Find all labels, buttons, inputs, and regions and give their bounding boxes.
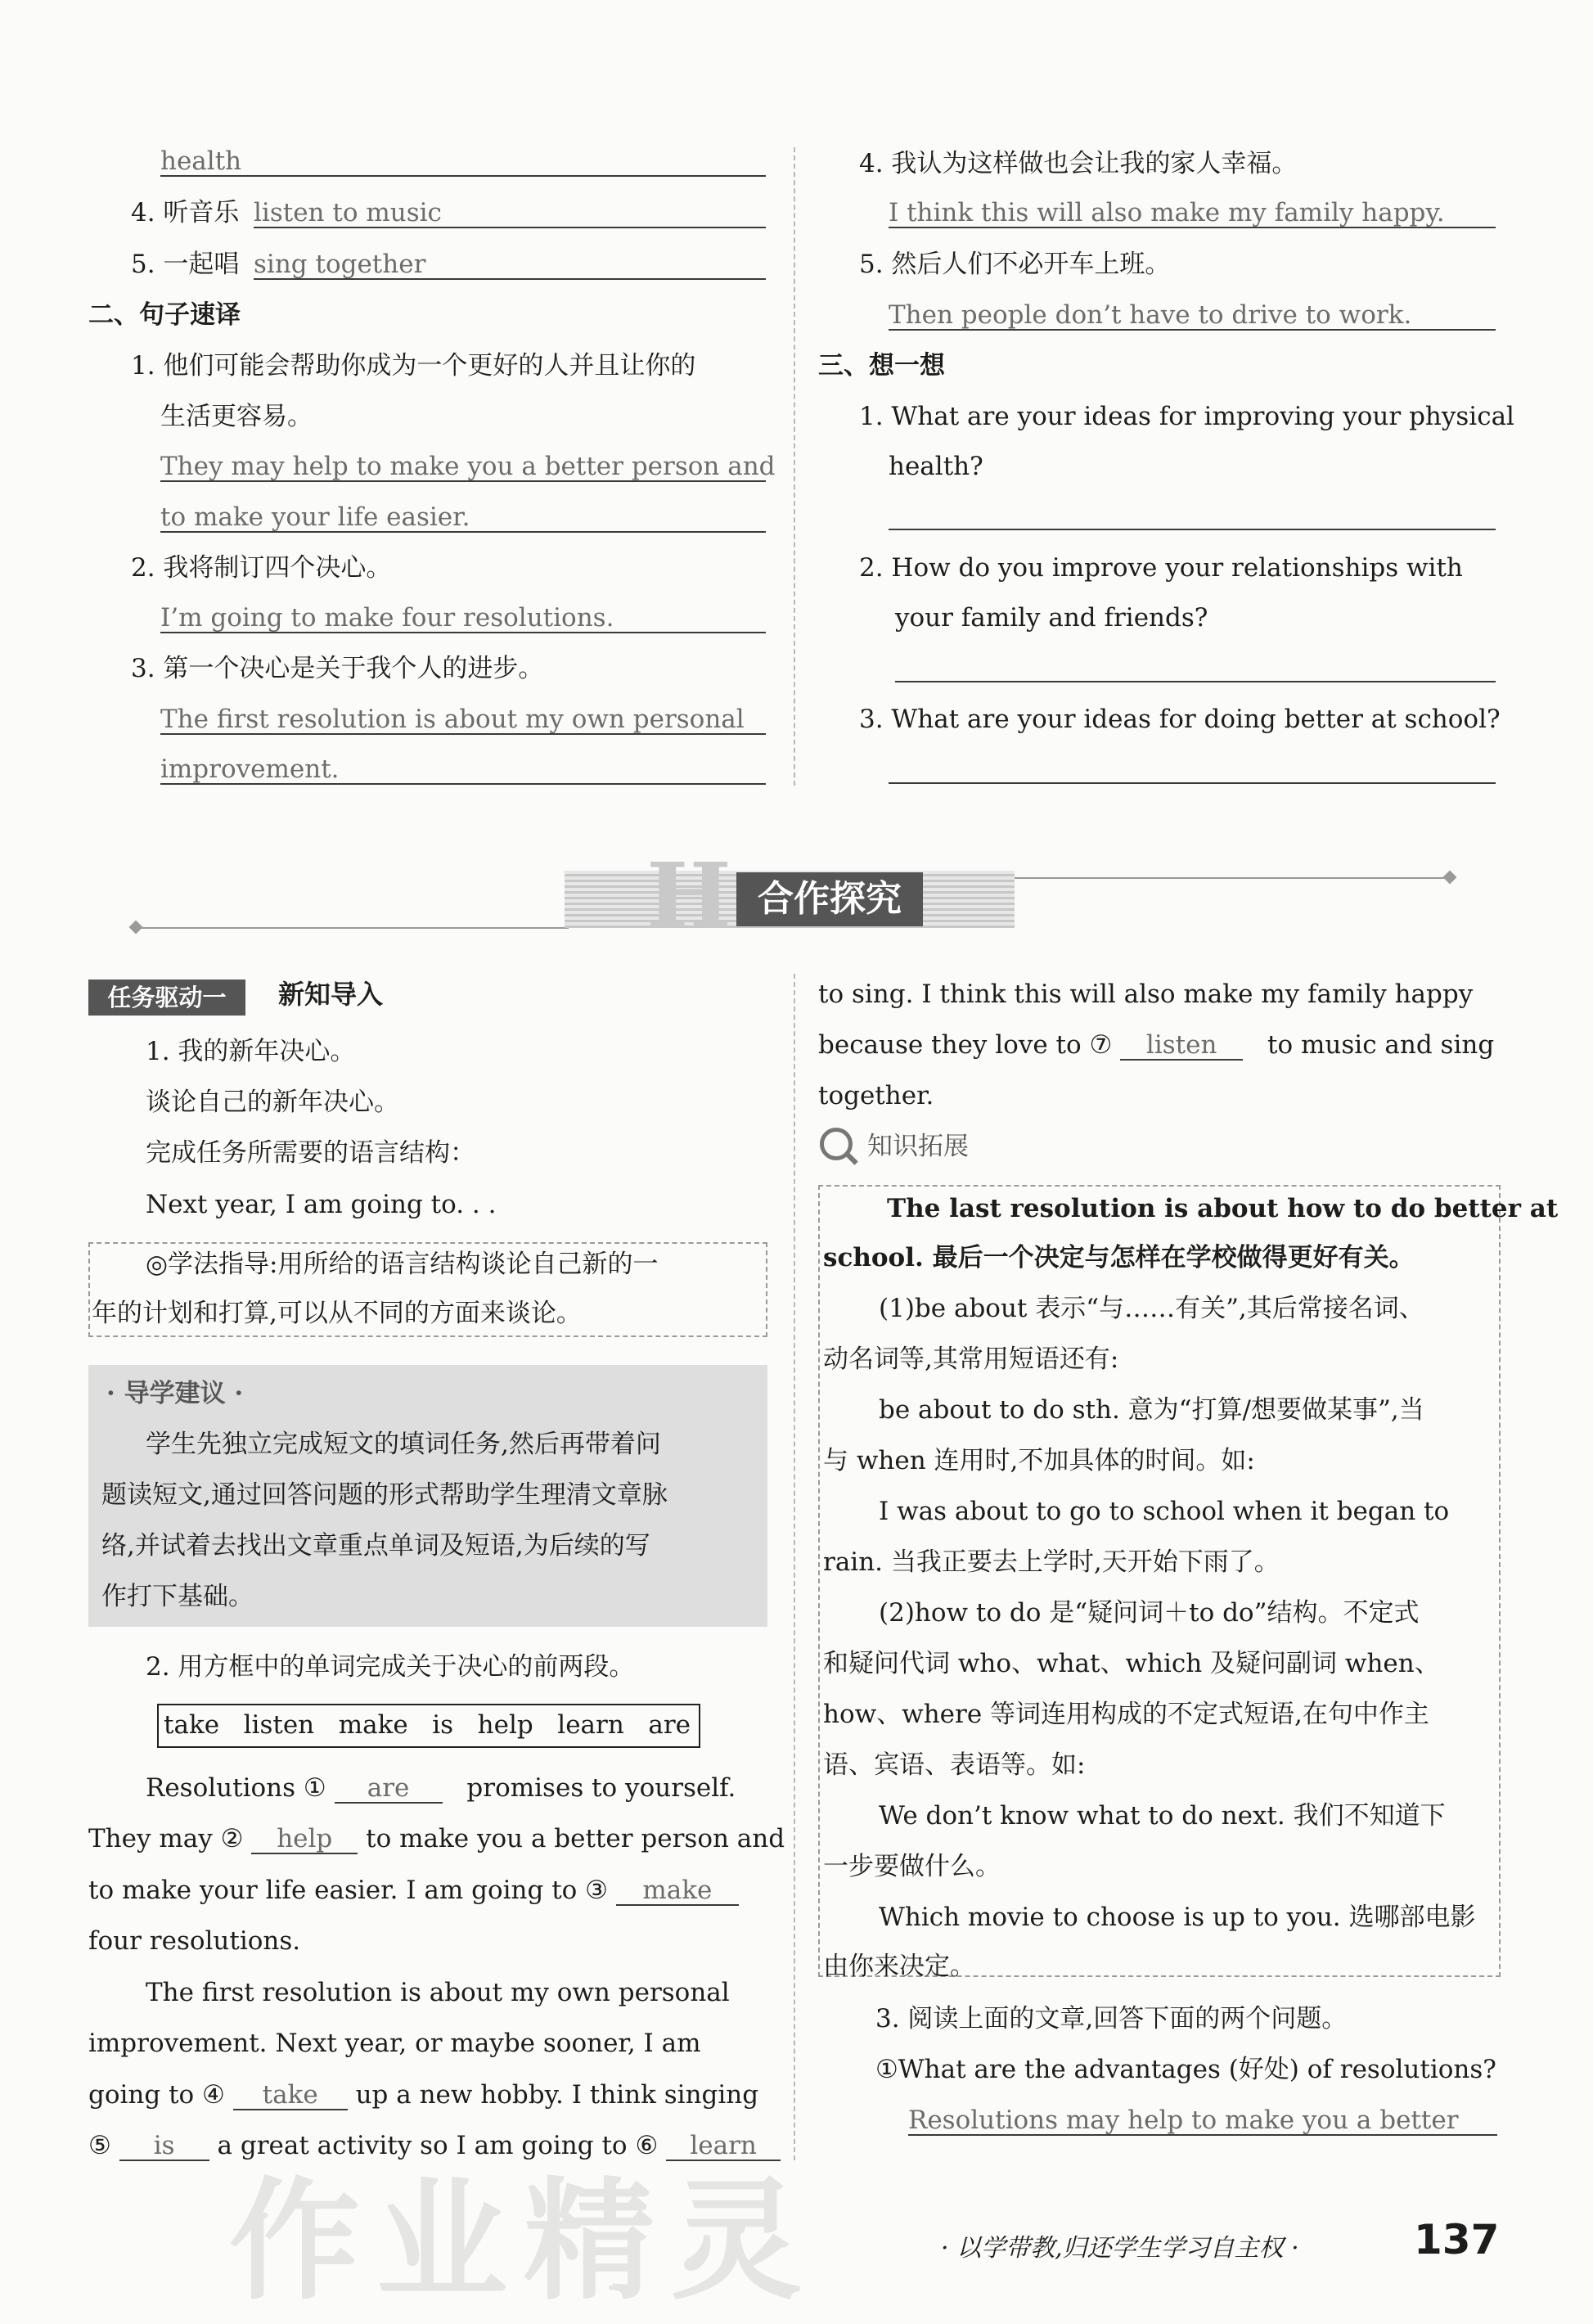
knowledge-text: (1)be about 表示“与……有关”,其后常接名词、 [879,1294,1424,1323]
column-divider [794,974,795,2160]
question-text: ①What are the advantages (好处) of resolutions? [875,2055,1496,2084]
knowledge-text: I was about to go to school when it began to [879,1497,1450,1526]
column-divider [794,147,795,786]
answer-blank-line[interactable] [889,782,1496,784]
header-rule-right [1015,877,1448,879]
answer-line: The first resolution is about my own personal [160,705,766,735]
advice-title: · 导学建议 · [106,1379,244,1408]
passage-line [88,2081,758,2110]
question-text: 3. 第一个决心是关于我个人的进步。 [131,654,544,683]
question-text: 4. 我认为这样做也会让我的家人幸福。 [859,149,1298,178]
blank-4[interactable]: take [233,2081,348,2110]
task-instruction: 2. 用方框中的单词完成关于决心的前两段。 [146,1652,635,1682]
blank-5[interactable]: is [119,2132,209,2161]
passage-line [818,1031,1494,1061]
question-text: 3. 阅读上面的文章,回答下面的两个问题。 [875,2004,1348,2034]
knowledge-text: (2)how to do 是“疑问词＋to do”结构。不定式 [879,1598,1420,1628]
guide-text: ◎学法指导:用所给的语言结构谈论自己新的一 [146,1250,659,1279]
knowledge-text: 语、宾语、表语等。如: [823,1750,1086,1780]
intro-text: 1. 我的新年决心。 [146,1037,356,1066]
guide-text: 年的计划和打算,可以从不同的方面来谈论。 [92,1299,582,1328]
advice-text: 作打下基础。 [101,1582,254,1611]
word-box-words: take listen make is help learn are [164,1710,691,1740]
page-number: 137 [1414,2216,1500,2263]
blank-6[interactable]: learn [666,2132,781,2161]
passage-line [146,1774,736,1804]
knowledge-text: Which movie to choose is up to you. 选哪部电影 [879,1903,1476,1932]
question-text: 2. 我将制订四个决心。 [131,553,392,583]
answer-line: listen to music [254,199,766,228]
question-text: your family and friends? [895,603,1208,633]
passage-text: a great activity so I am going to ⑥ [217,2131,659,2160]
blank-7[interactable]: listen [1120,1031,1243,1061]
knowledge-text: be about to do sth. 意为“打算/想要做某事”,当 [879,1395,1424,1425]
answer-line: I think this will also make my family happy. [889,199,1496,228]
section-title: 二、句子速译 [88,300,241,330]
watermark: 作业精灵 [229,2164,819,2317]
passage-text: improvement. Next year, or maybe sooner, I am [88,2029,701,2058]
passage-text: ⑤ [88,2131,111,2160]
question-text: 1. 他们可能会帮助你成为一个更好的人并且让你的 [131,351,696,381]
passage-text: to music and sing [1267,1030,1495,1060]
passage-text: to make you a better person and [366,1824,785,1853]
question-text: 1. What are your ideas for improving your physical [859,402,1514,431]
passage-text: They may ② [88,1824,244,1853]
knowledge-title: 知识拓展 [867,1132,969,1161]
passage-text: up a new hobby. I think singing [355,2080,759,2110]
search-icon [820,1128,853,1160]
passage-text: promises to yourself. [466,1773,736,1803]
answer-blank-line[interactable] [889,529,1496,530]
advice-text: 题读短文,通过回答问题的形式帮助学生理清文章脉 [101,1480,668,1510]
intro-text: 完成任务所需要的语言结构： [146,1138,475,1168]
passage-text: four resolutions. [88,1926,301,1956]
passage-text: because they love to ⑦ [818,1030,1113,1060]
answer-line: Resolutions may help to make you a better [908,2106,1497,2136]
passage-text: to make your life easier. I am going to ③ [88,1876,608,1905]
knowledge-text: 和疑问代词 who、what、which 及疑问副词 when、 [823,1649,1440,1678]
knowledge-text: 与 when 连用时,不加具体的时间。如: [823,1446,1255,1475]
header-title: 合作探究 [736,872,923,926]
answer-line: Then people don’t have to drive to work. [889,301,1496,331]
knowledge-text: 一步要做什么。 [823,1852,1001,1881]
blank-2[interactable]: help [251,1825,358,1854]
passage-text: The first resolution is about my own personal [146,1978,730,2007]
knowledge-text: We don’t know what to do next. 我们不知道下 [879,1801,1446,1831]
answer-line: health [160,147,766,177]
diamond-icon [1443,871,1457,885]
answer-line: They may help to make you a better person and [160,452,776,481]
answer-line: improvement. [160,755,766,785]
passage-line [88,1825,785,1854]
passage-text: Resolutions ① [146,1773,326,1803]
knowledge-text: 由你来决定。 [823,1952,975,1981]
vocab-item-label: 4. 听音乐 [131,198,240,227]
advice-text: 学生先独立完成短文的填词任务,然后再带着问 [146,1430,661,1459]
knowledge-text: how、where 等词连用构成的不定式短语,在句中作主 [823,1700,1429,1729]
knowledge-text: rain. 当我正要去上学时,天开始下雨了。 [823,1547,1280,1577]
question-text: 生活更容易。 [160,402,313,431]
question-text: 2. How do you improve your relationships with [859,553,1463,583]
answer-line: to make your life easier. [160,503,766,533]
vocab-item-label: 5. 一起唱 [131,250,240,279]
knowledge-text: The last resolution is about how to do better at [887,1194,1559,1223]
passage-text: going to ④ [88,2080,225,2110]
answer-line: sing together [254,250,766,280]
blank-3[interactable]: make [616,1876,739,1906]
passage-text: together. [818,1081,934,1110]
section-title: 三、想一想 [818,351,945,381]
footer-motto: · 以学带教,归还学生学习自主权 · [941,2234,1299,2263]
question-text: 5. 然后人们不必开车上班。 [859,250,1171,279]
answer-blank-line[interactable] [895,681,1496,682]
diamond-icon [129,921,143,935]
knowledge-text: school. 最后一个决定与怎样在学校做得更好有关。 [823,1243,1415,1272]
knowledge-text: 动名词等,其常用短语还有: [823,1344,1119,1374]
intro-text: Next year, I am going to. . . [146,1190,497,1219]
answer-line: I’m going to make four resolutions. [160,604,766,633]
task-title: 新知导入 [278,979,384,1010]
header-letter: H [646,843,731,948]
passage-text: to sing. I think this will also make my family happy [818,980,1474,1009]
question-text: health? [889,452,983,481]
advice-text: 络,并试着去找出文章重点单词及短语,为后续的写 [101,1531,650,1561]
passage-line [88,1876,739,1906]
question-text: 3. What are your ideas for doing better at school? [859,705,1501,734]
task-tag: 任务驱动一 [88,980,245,1016]
blank-1[interactable]: are [335,1774,443,1804]
header-rule-left [135,927,569,929]
intro-text: 谈论自己的新年决心。 [146,1088,399,1117]
